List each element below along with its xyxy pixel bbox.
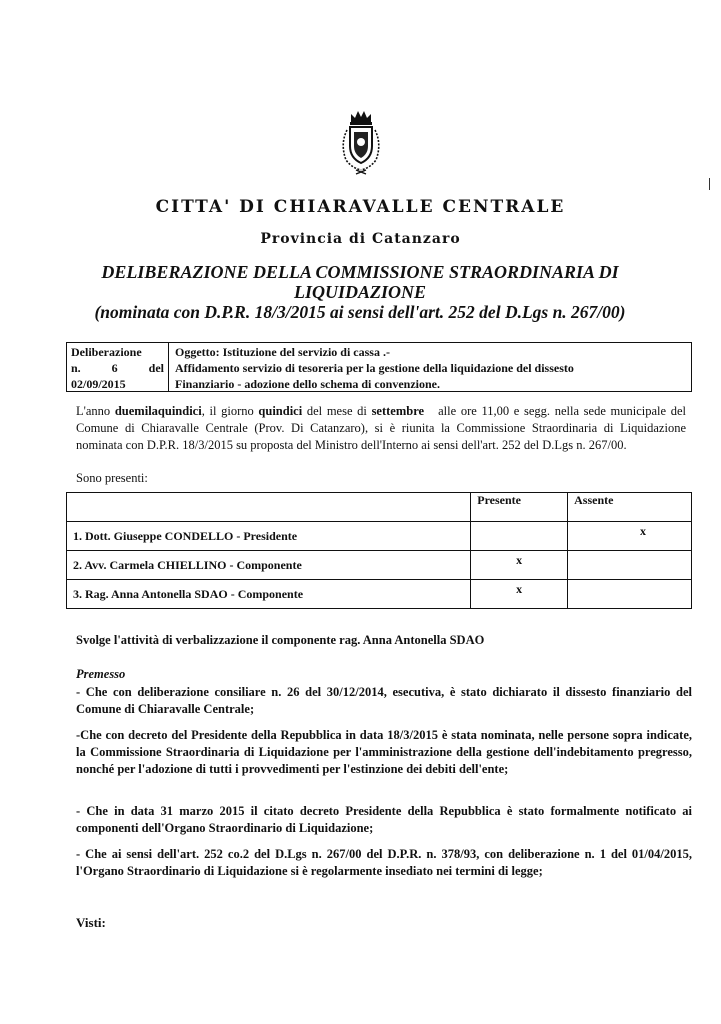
verbalizzazione-text: Svolge l'attività di verbalizzazione il componente rag. Anna Antonella SDAO bbox=[76, 633, 485, 647]
presenti-label: Sono presenti: bbox=[76, 471, 148, 485]
deliberation-number-row bbox=[71, 360, 164, 376]
oggetto-line-3: Finanziario - adozione dello schema di convenzione. bbox=[175, 377, 440, 391]
oggetto-line-1: Oggetto: Istituzione del servizio di cassa .- bbox=[175, 345, 390, 359]
table-row bbox=[67, 580, 692, 609]
intro-text-3: del mese di bbox=[306, 404, 367, 418]
scan-edge-mark bbox=[709, 178, 710, 190]
assente-header: Assente bbox=[568, 493, 692, 522]
coat-of-arms-icon bbox=[334, 108, 388, 180]
member-name: 3. Rag. Anna Antonella SDAO - Componente bbox=[67, 580, 471, 609]
intro-mese: settembre bbox=[371, 404, 425, 418]
member-name: 1. Dott. Giuseppe CONDELLO - Presidente bbox=[67, 522, 471, 551]
presente-mark bbox=[471, 522, 568, 551]
member-name: 2. Avv. Carmela CHIELLINO - Componente bbox=[67, 551, 471, 580]
presente-mark: x bbox=[471, 580, 568, 609]
assente-mark: x bbox=[568, 522, 692, 551]
city-title: CITTA' DI CHIARAVALLE CENTRALE bbox=[155, 197, 566, 217]
deliberation-number-cell bbox=[67, 343, 169, 391]
del-label: del bbox=[148, 361, 164, 375]
table-row bbox=[67, 551, 692, 580]
document-subtitle: (nominata con D.P.R. 18/3/2015 ai sensi dell'art. 252 del D.Lgs n. 267/00) bbox=[94, 302, 626, 322]
province-title: Provincia di Catanzaro bbox=[260, 231, 461, 247]
presente-header: Presente bbox=[471, 493, 568, 522]
presente-mark: x bbox=[471, 551, 568, 580]
deliberation-label: Deliberazione bbox=[71, 345, 142, 359]
oggetto-line-2: Affidamento servizio di tesoreria per la gestione della liquidazione del dissesto bbox=[175, 361, 574, 375]
assente-mark bbox=[568, 551, 692, 580]
premesso-heading: Premesso bbox=[76, 667, 126, 681]
deliberation-date: 02/09/2015 bbox=[71, 377, 126, 391]
deliberation-header-box bbox=[66, 342, 692, 392]
premesso-item-4: - Che ai sensi dell'art. 252 co.2 del D.Lgs n. 267/00 del D.P.R. n. 378/93, con deliberazione n. 1 del 01/04/2015, l'Organo Straordinario di Liquidazione si è regolarmente insediato nei termini di legge; bbox=[76, 847, 692, 878]
intro-text-2: , il giorno bbox=[201, 404, 254, 418]
document-title: DELIBERAZIONE DELLA COMMISSIONE STRAORDINARIA DI LIQUIDAZIONE bbox=[101, 262, 619, 302]
number-prefix: n. bbox=[71, 361, 81, 375]
attendance-table bbox=[66, 492, 692, 609]
oggetto-cell bbox=[175, 344, 687, 392]
name-header bbox=[67, 493, 471, 522]
intro-paragraph bbox=[76, 403, 686, 454]
table-row bbox=[67, 522, 692, 551]
premesso-item-3: - Che in data 31 marzo 2015 il citato decreto Presidente della Repubblica è stato formalmente notificato ai componenti dell'Organo Straordinario di Liquidazione; bbox=[76, 804, 692, 835]
deliberation-number: 6 bbox=[111, 361, 118, 375]
assente-mark bbox=[568, 580, 692, 609]
intro-text-1: L'anno bbox=[76, 404, 111, 418]
attendance-header-row bbox=[67, 493, 692, 522]
intro-giorno: quindici bbox=[258, 404, 303, 418]
visti-label: Visti: bbox=[76, 915, 106, 930]
premesso-item-2: -Che con decreto del Presidente della Repubblica in data 18/3/2015 è stata nominata, nelle persone sopra indicate, la Commissione Straordinaria di Liquidazione per l'amministrazione della gestione dell'indebitamento pregresso, nonché per l'adozione di tutti i provvedimenti per l'estinzione dei debiti dell'ente; bbox=[76, 728, 692, 776]
premesso-item-1: - Che con deliberazione consiliare n. 26 del 30/12/2014, esecutiva, è stato dichiarato il dissesto finanziario del Comune di Chiaravalle Centrale; bbox=[76, 685, 692, 716]
intro-text-4: alle ore 11,00 e segg. nella sede municipale del Comune di Chiaravalle Centrale (Prov. Di Catanzaro), si è riunita la Commissione Straordinaria di Liquidazione nominata con D.P.R. 18/3/2015 su proposta del Ministro dell'Interno ai sensi dell'art. 252 del D.Lgs n. 267/00. bbox=[76, 404, 687, 452]
intro-anno: duemilaquindici bbox=[114, 404, 202, 418]
